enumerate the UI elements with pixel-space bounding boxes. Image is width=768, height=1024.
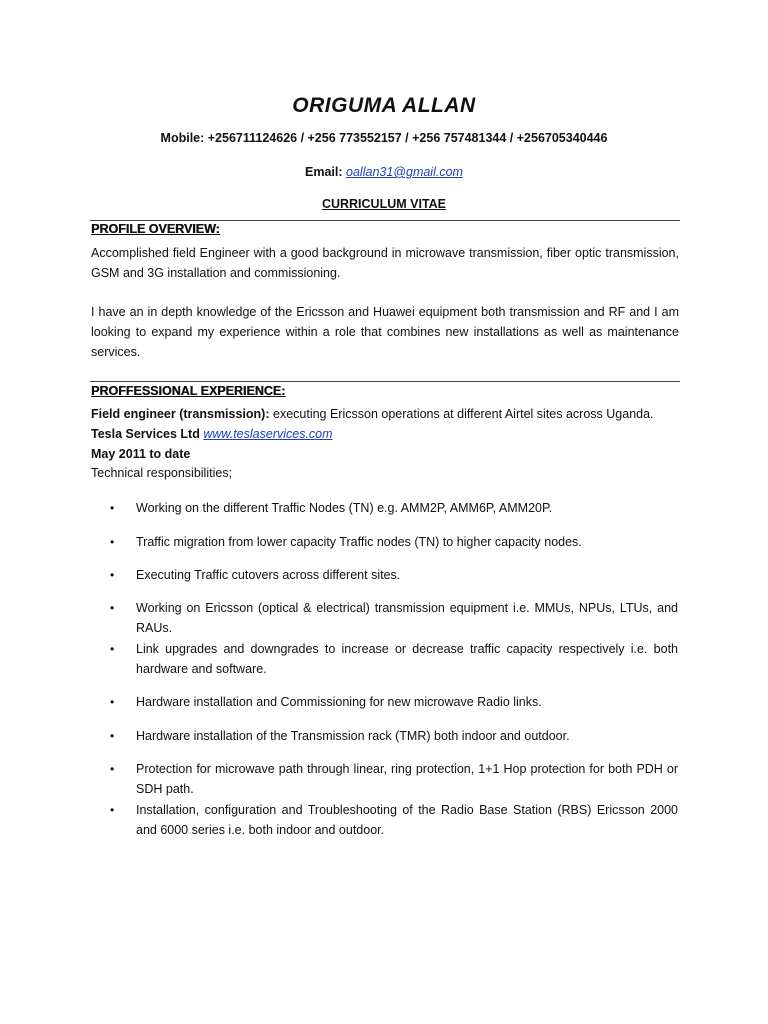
bullet-icon: • <box>110 501 115 515</box>
company-name: Tesla Services Ltd <box>91 427 200 441</box>
candidate-name: ORIGUMA ALLAN <box>292 94 476 117</box>
list-item-text: Working on Ericsson (optical & electrical) transmission equipment i.e. MMUs, NPUs, LTUs, and RAUs. <box>136 601 678 635</box>
bullet-icon: • <box>110 642 115 656</box>
list-item-text: Executing Traffic cutovers across different sites. <box>136 568 401 582</box>
list-item-text: Link upgrades and downgrades to increase or decrease traffic capacity respectively i.e. both hardware and software. <box>136 642 678 676</box>
profile-paragraph-2: I have an in depth knowledge of the Ericsson and Huawei equipment both transmission and RF and I am looking to expand my experience within a role that combines new installations as well as maintenance services. <box>91 305 679 359</box>
bullet-icon: • <box>110 762 115 776</box>
bullet-icon: • <box>110 535 115 549</box>
company-link[interactable]: www.teslaservices.com <box>203 427 333 441</box>
bullet-icon: • <box>110 729 115 743</box>
list-item-text: Traffic migration from lower capacity Traffic nodes (TN) to higher capacity nodes. <box>136 535 582 549</box>
list-item-text: Installation, configuration and Troubleshooting of the Radio Base Station (RBS) Ericsson 2000 and 6000 series i.e. both indoor and outdoor. <box>136 803 678 837</box>
role-title: Field engineer (transmission): <box>91 407 270 421</box>
email-link[interactable]: oallan31@gmail.com <box>346 165 463 179</box>
list-item-text: Hardware installation and Commissioning for new microwave Radio links. <box>136 695 542 709</box>
bullet-icon: • <box>110 568 115 582</box>
profile-heading: PROFILE OVERVIEW: <box>91 222 220 236</box>
period-line <box>91 447 190 461</box>
role-line <box>91 407 654 421</box>
bullet-icon: • <box>110 601 115 615</box>
email-line <box>0 165 768 179</box>
company-line <box>91 427 333 441</box>
list-item-text: Hardware installation of the Transmission rack (TMR) both indoor and outdoor. <box>136 729 570 743</box>
profile-paragraph-1: Accomplished field Engineer with a good background in microwave transmission, fiber optic transmission, GSM and 3G installation and commissioning. <box>91 246 679 280</box>
bullet-icon: • <box>110 695 115 709</box>
bullet-icon: • <box>110 803 115 817</box>
document-title: CURRICULUM VITAE <box>321 197 447 211</box>
section-divider <box>90 381 680 382</box>
list-item-text: Working on the different Traffic Nodes (TN) e.g. AMM2P, AMM6P, AMM20P. <box>136 501 553 515</box>
role-description: executing Ericsson operations at different Airtel sites across Uganda. <box>269 407 654 421</box>
mobile-numbers: Mobile: +256711124626 / +256 773552157 / +256 757481344 / +256705340446 <box>160 131 608 145</box>
experience-heading: PROFFESSIONAL EXPERIENCE: <box>91 384 286 398</box>
responsibilities-label: Technical responsibilities; <box>91 466 233 480</box>
employment-period: May 2011 to date <box>91 447 191 461</box>
email-label: Email: <box>305 165 343 179</box>
list-item-text: Protection for microwave path through linear, ring protection, 1+1 Hop protection for both PDH or SDH path. <box>136 762 678 796</box>
section-divider <box>90 220 680 221</box>
